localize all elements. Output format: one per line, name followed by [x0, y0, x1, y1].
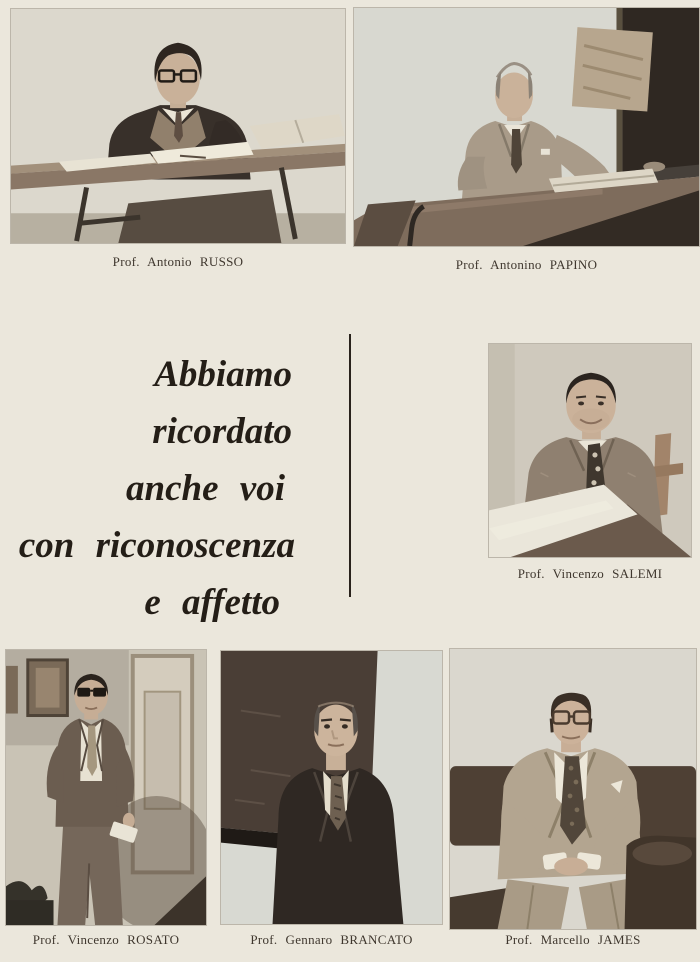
brancato-photo-illustration — [221, 651, 442, 924]
caption-brancato: Prof. Gennaro BRANCATO — [250, 932, 413, 947]
photo-james — [449, 648, 697, 930]
quote-line-2: anche voi — [126, 468, 285, 509]
photo-papino — [353, 7, 700, 247]
photo-brancato — [220, 650, 443, 925]
caption-russo: Prof. Antonio RUSSO — [112, 254, 244, 269]
caption-rosato: Prof. Vincenzo ROSATO — [32, 932, 180, 947]
photo-salemi — [488, 343, 692, 558]
papino-photo-illustration — [354, 8, 699, 246]
vertical-divider-rule — [349, 334, 351, 597]
quote-line-1: Abbiamo ricordato — [152, 354, 292, 452]
caption-james: Prof. Marcello JAMES — [505, 932, 641, 947]
photo-rosato — [5, 649, 207, 926]
salemi-photo-illustration — [489, 344, 691, 557]
quote-line-4: e affetto — [144, 582, 280, 623]
james-photo-illustration — [450, 649, 696, 929]
quote-block — [0, 346, 312, 631]
russo-photo-illustration — [11, 9, 345, 243]
caption-salemi: Prof. Vincenzo SALEMI — [517, 566, 663, 581]
quote-line-3: con riconoscenza — [18, 525, 295, 566]
photo-russo — [10, 8, 346, 244]
caption-papino: Prof. Antonino PAPINO — [455, 257, 598, 272]
rosato-photo-illustration — [6, 650, 206, 925]
